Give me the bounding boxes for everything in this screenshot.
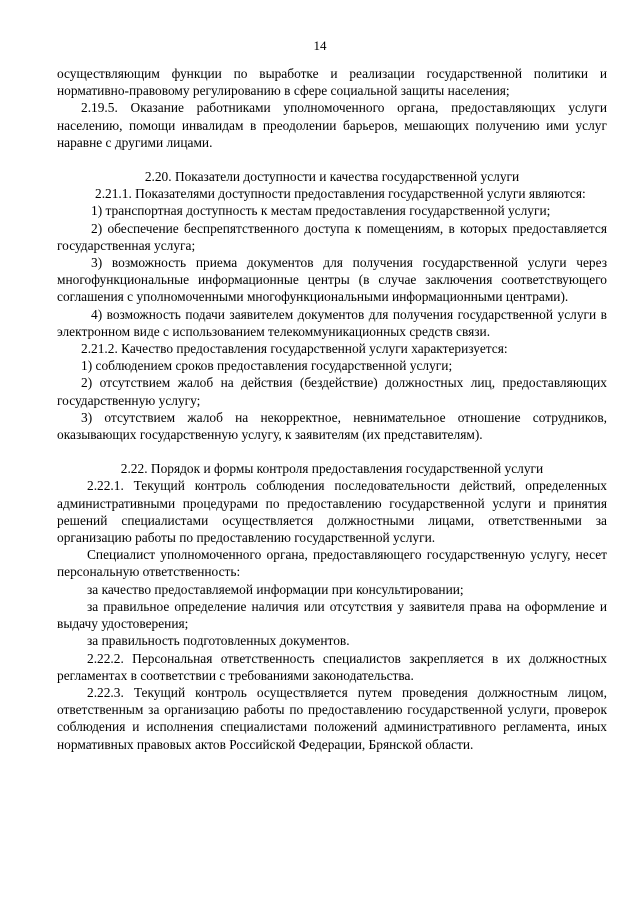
list-item-mfc: 3) возможность приема документов для получения государственной услуги через многофункциональные информационные центры (в случае заключения соответствующего соглашения с уполномоченными многофункциональными информационными центрами). [57, 255, 607, 305]
paragraph-2-22-2: 2.22.2. Персональная ответственность специалистов закрепляется в их должностных регламентах в соответствии с требованиями законодательства. [57, 650, 607, 683]
list-item-transport: 1) транспортная доступность к местам предоставления государственной услуги; [91, 203, 551, 219]
paragraph-2-21-2: 2.21.2. Качество предоставления государственной услуги характеризуется: [81, 341, 508, 357]
list-item-no-complaints: 2) отсутствием жалоб на действия (бездействие) должностных лиц, предоставляющих государственную услугу; [57, 375, 607, 408]
section-heading-2-20: 2.20. Показатели доступности и качества государственной услуги [144, 169, 520, 185]
paragraph-2-21-1: 2.21.1. Показателями доступности предоставления государственной услуги являются: [95, 186, 586, 202]
paragraph-2-22-1: 2.22.1. Текущий контроль соблюдения последовательности действий, определенных административными процедурами по предоставлению государственной услуги и принятия решений специалистами осуществляется должностными лицами, ответственными за организацию работы по предоставлению государственной услуги. [57, 478, 607, 546]
list-item-no-incorrect: 3) отсутствием жалоб на некорректное, невнимательное отношение сотрудников, оказывающих государственную услугу, к заявителям (их представителям). [57, 409, 607, 443]
list-item-eligibility: за правильное определение наличия или отсутствия у заявителя права на оформление и выдачу удостоверения; [57, 598, 607, 632]
paragraph-specialist: Специалист уполномоченного органа, предоставляющего государственную услугу, несет персональную ответственность: [57, 547, 607, 580]
list-item-electronic: 4) возможность подачи заявителем документов для получения государственной услуги в электронном виде с использованием телекоммуникационных средств связи. [57, 306, 607, 339]
paragraph-2-19-5: 2.19.5. Оказание работниками уполномоченного органа, предоставляющих услуги населению, помощи инвалидам в преодолении барьеров, мешающих получению ими услуг наравне с другими лицами. [57, 100, 607, 150]
list-item-quality: за качество предоставляемой информации при консультировании; [87, 581, 464, 597]
paragraph-continuation: осуществляющим функции по выработке и реализации государственной политики и нормативно-правовому регулированию в сфере социальной защиты населения; [57, 66, 607, 99]
document-body [57, 65, 607, 753]
section-heading-2-22: 2.22. Порядок и формы контроля предоставления государственной услуги [120, 461, 544, 477]
paragraph-2-22-3: 2.22.3. Текущий контроль осуществляется путем проведения должностным лицом, ответственным за организацию работы по предоставлению государственной услуги, проверок соблюдения и исполнения специалистами положений административного регламента, иных нормативных правовых актов Российской Федерации, Брянской области. [57, 684, 607, 752]
list-item-access: 2) обеспечение беспрепятственного доступа к помещениям, в которых предоставляется государственная услуга; [57, 220, 607, 253]
list-item-deadlines: 1) соблюдением сроков предоставления государственной услуги; [81, 358, 453, 374]
list-item-documents: за правильность подготовленных документов. [87, 633, 350, 649]
page-number: 14 [313, 38, 327, 53]
